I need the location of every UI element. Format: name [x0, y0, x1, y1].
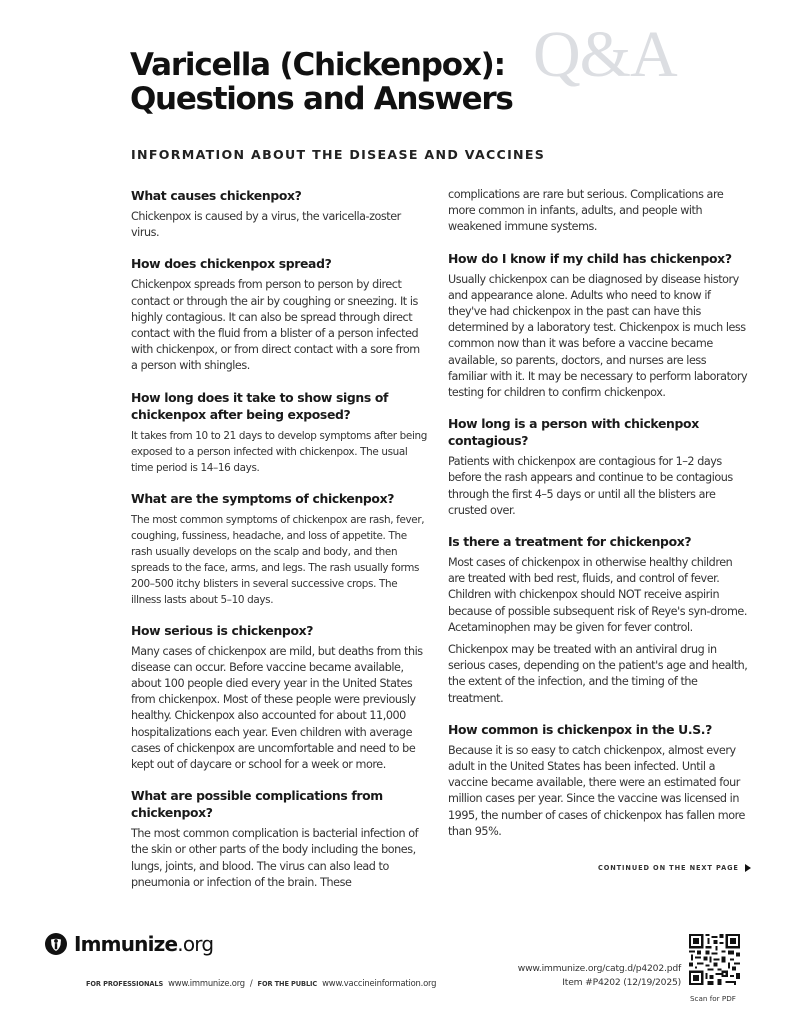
qr-code-icon[interactable]	[689, 934, 740, 985]
qa-item	[131, 622, 427, 774]
answer: The most common complication is bacterial infection of the skin or other parts of the body including the bones, lungs, joints, and blood. The virus can also lead to pneumonia or infection of the brain. These	[131, 827, 419, 889]
question: How does chickenpox spread?	[131, 256, 332, 272]
qa-item	[131, 187, 427, 241]
play-arrow-icon	[745, 864, 751, 872]
qa-item	[131, 787, 427, 891]
footer-links	[86, 978, 436, 988]
answer: Chickenpox may be treated with an antiviral drug in serious cases, depending on the patient's age and health, the extent of the infection, and the timing of the treatment.	[448, 643, 748, 705]
answer: Chickenpox spreads from person to person by direct contact or through the air by coughing or sneezing. It is highly contagious. It can also be spread through direct contact with the fluid from a blister of a person infected with chickenpox, or from direct contact with a sore from a person with shingles.	[131, 278, 420, 373]
question: How long does it take to show signs of chickenpox after being exposed?	[131, 389, 389, 422]
pdf-link[interactable]: www.immunize.org/catg.d/p4202.pdf	[517, 963, 681, 974]
question: What causes chickenpox?	[131, 188, 302, 203]
qa-item	[131, 490, 427, 608]
immunize-logo[interactable]	[44, 932, 213, 956]
question: How long is a person with chickenpox contagious?	[448, 416, 699, 449]
professionals-link[interactable]: www.immunize.org	[168, 978, 245, 988]
logo-wordmark	[74, 932, 213, 956]
question: What are possible complications from chickenpox?	[131, 788, 383, 821]
logo-wordmark-suffix: .org	[177, 932, 214, 956]
question: How serious is chickenpox?	[131, 622, 314, 638]
answer: Because it is so easy to catch chickenpox, almost every adult in the United States has been infected. Until a vaccine became available, there were an estimated four million cases per year. Since the vaccine was licensed in 1995, the number of cases of chickenpox has fallen more than 95%.	[448, 743, 745, 838]
answer: Usually chickenpox can be diagnosed by disease history and appearance alone. Adults who need to know if they've had chickenpox in the past can have this determined by a laboratory test. Chickenpox is much less common now than it was before a vaccine became available, so parents, doctors, and nurses are less familiar with it. It may be necessary to perform laboratory testing for children to confirm chickenpox.	[448, 272, 748, 400]
question: Is there a treatment for chickenpox?	[448, 534, 692, 550]
continued-label: CONTINUED ON THE NEXT PAGE	[598, 864, 739, 872]
answer: Patients with chickenpox are contagious for 1–2 days before the rash appears and continue to be contagious through the first 4–5 days or until all the blisters are crusted over.	[448, 455, 733, 517]
page-subtitle-title: Questions and Answers	[130, 81, 513, 117]
public-label: FOR THE PUBLIC	[257, 980, 318, 988]
public-link[interactable]: www.vaccineinformation.org	[322, 978, 437, 988]
answer: The most common symptoms of chickenpox are rash, fever, coughing, fussiness, headache, and loss of appetite. The rash usually develops on the scalp and body, and then spreads to the face, arms, and legs. The rash usually forms 200–500 itchy blisters in several successive crops. The illness lasts about 5–10 days.	[131, 513, 425, 606]
scan-for-pdf-label: Scan for PDF	[690, 994, 736, 1003]
left-column	[131, 187, 427, 905]
qa-continuation	[448, 187, 748, 236]
continued-next-page-link[interactable]	[598, 864, 751, 872]
question: What are the symptoms of chickenpox?	[131, 490, 395, 506]
qa-item	[448, 250, 748, 402]
qa-watermark: Q&A	[533, 18, 677, 91]
immunize-shield-icon	[44, 932, 68, 956]
qa-item	[131, 389, 427, 476]
answer: Many cases of chickenpox are mild, but deaths from this disease can occur. Before vaccine became available, about 100 people died every year in the United States from chickenpox. Most of these people were previously healthy. Chickenpox also accounted for about 11,000 hospitalizations each year. Even children with average cases of chickenpox are uncomfortable and need to be kept out of daycare or school for a week or more.	[131, 644, 423, 772]
qa-item	[448, 721, 748, 840]
section-subtitle: INFORMATION ABOUT THE DISEASE AND VACCINES	[131, 147, 546, 162]
answer-continuation: complications are rare but serious. Complications are more common in infants, adults, and people with weakened immune systems.	[448, 188, 724, 234]
page-title: Varicella (Chickenpox):	[130, 47, 505, 83]
footer-separator: /	[249, 978, 253, 988]
question: How do I know if my child has chickenpox?	[448, 250, 732, 266]
item-number: Item #P4202 (12/19/2025)	[562, 977, 681, 988]
qa-item	[131, 255, 427, 374]
qa-item	[448, 533, 748, 707]
qa-item	[448, 415, 748, 519]
answer: Chickenpox is caused by a virus, the varicella-zoster virus.	[131, 210, 401, 240]
answer: Most cases of chickenpox in otherwise healthy children are treated with bed rest, fluids, and control of fever. Children with chickenpox should NOT receive aspirin because of possible subsequent risk of Reye's syn-drome. Acetaminophen may be given for fever control.	[448, 556, 747, 634]
logo-wordmark-bold: Immunize	[74, 932, 178, 956]
footer-item-info	[518, 962, 681, 990]
right-column	[448, 187, 748, 854]
answer: It takes from 10 to 21 days to develop symptoms after being exposed to a person infected with chickenpox. The usual time period is 14–16 days.	[131, 429, 427, 474]
professionals-label: FOR PROFESSIONALS	[86, 980, 164, 988]
question: How common is chickenpox in the U.S.?	[448, 721, 712, 737]
